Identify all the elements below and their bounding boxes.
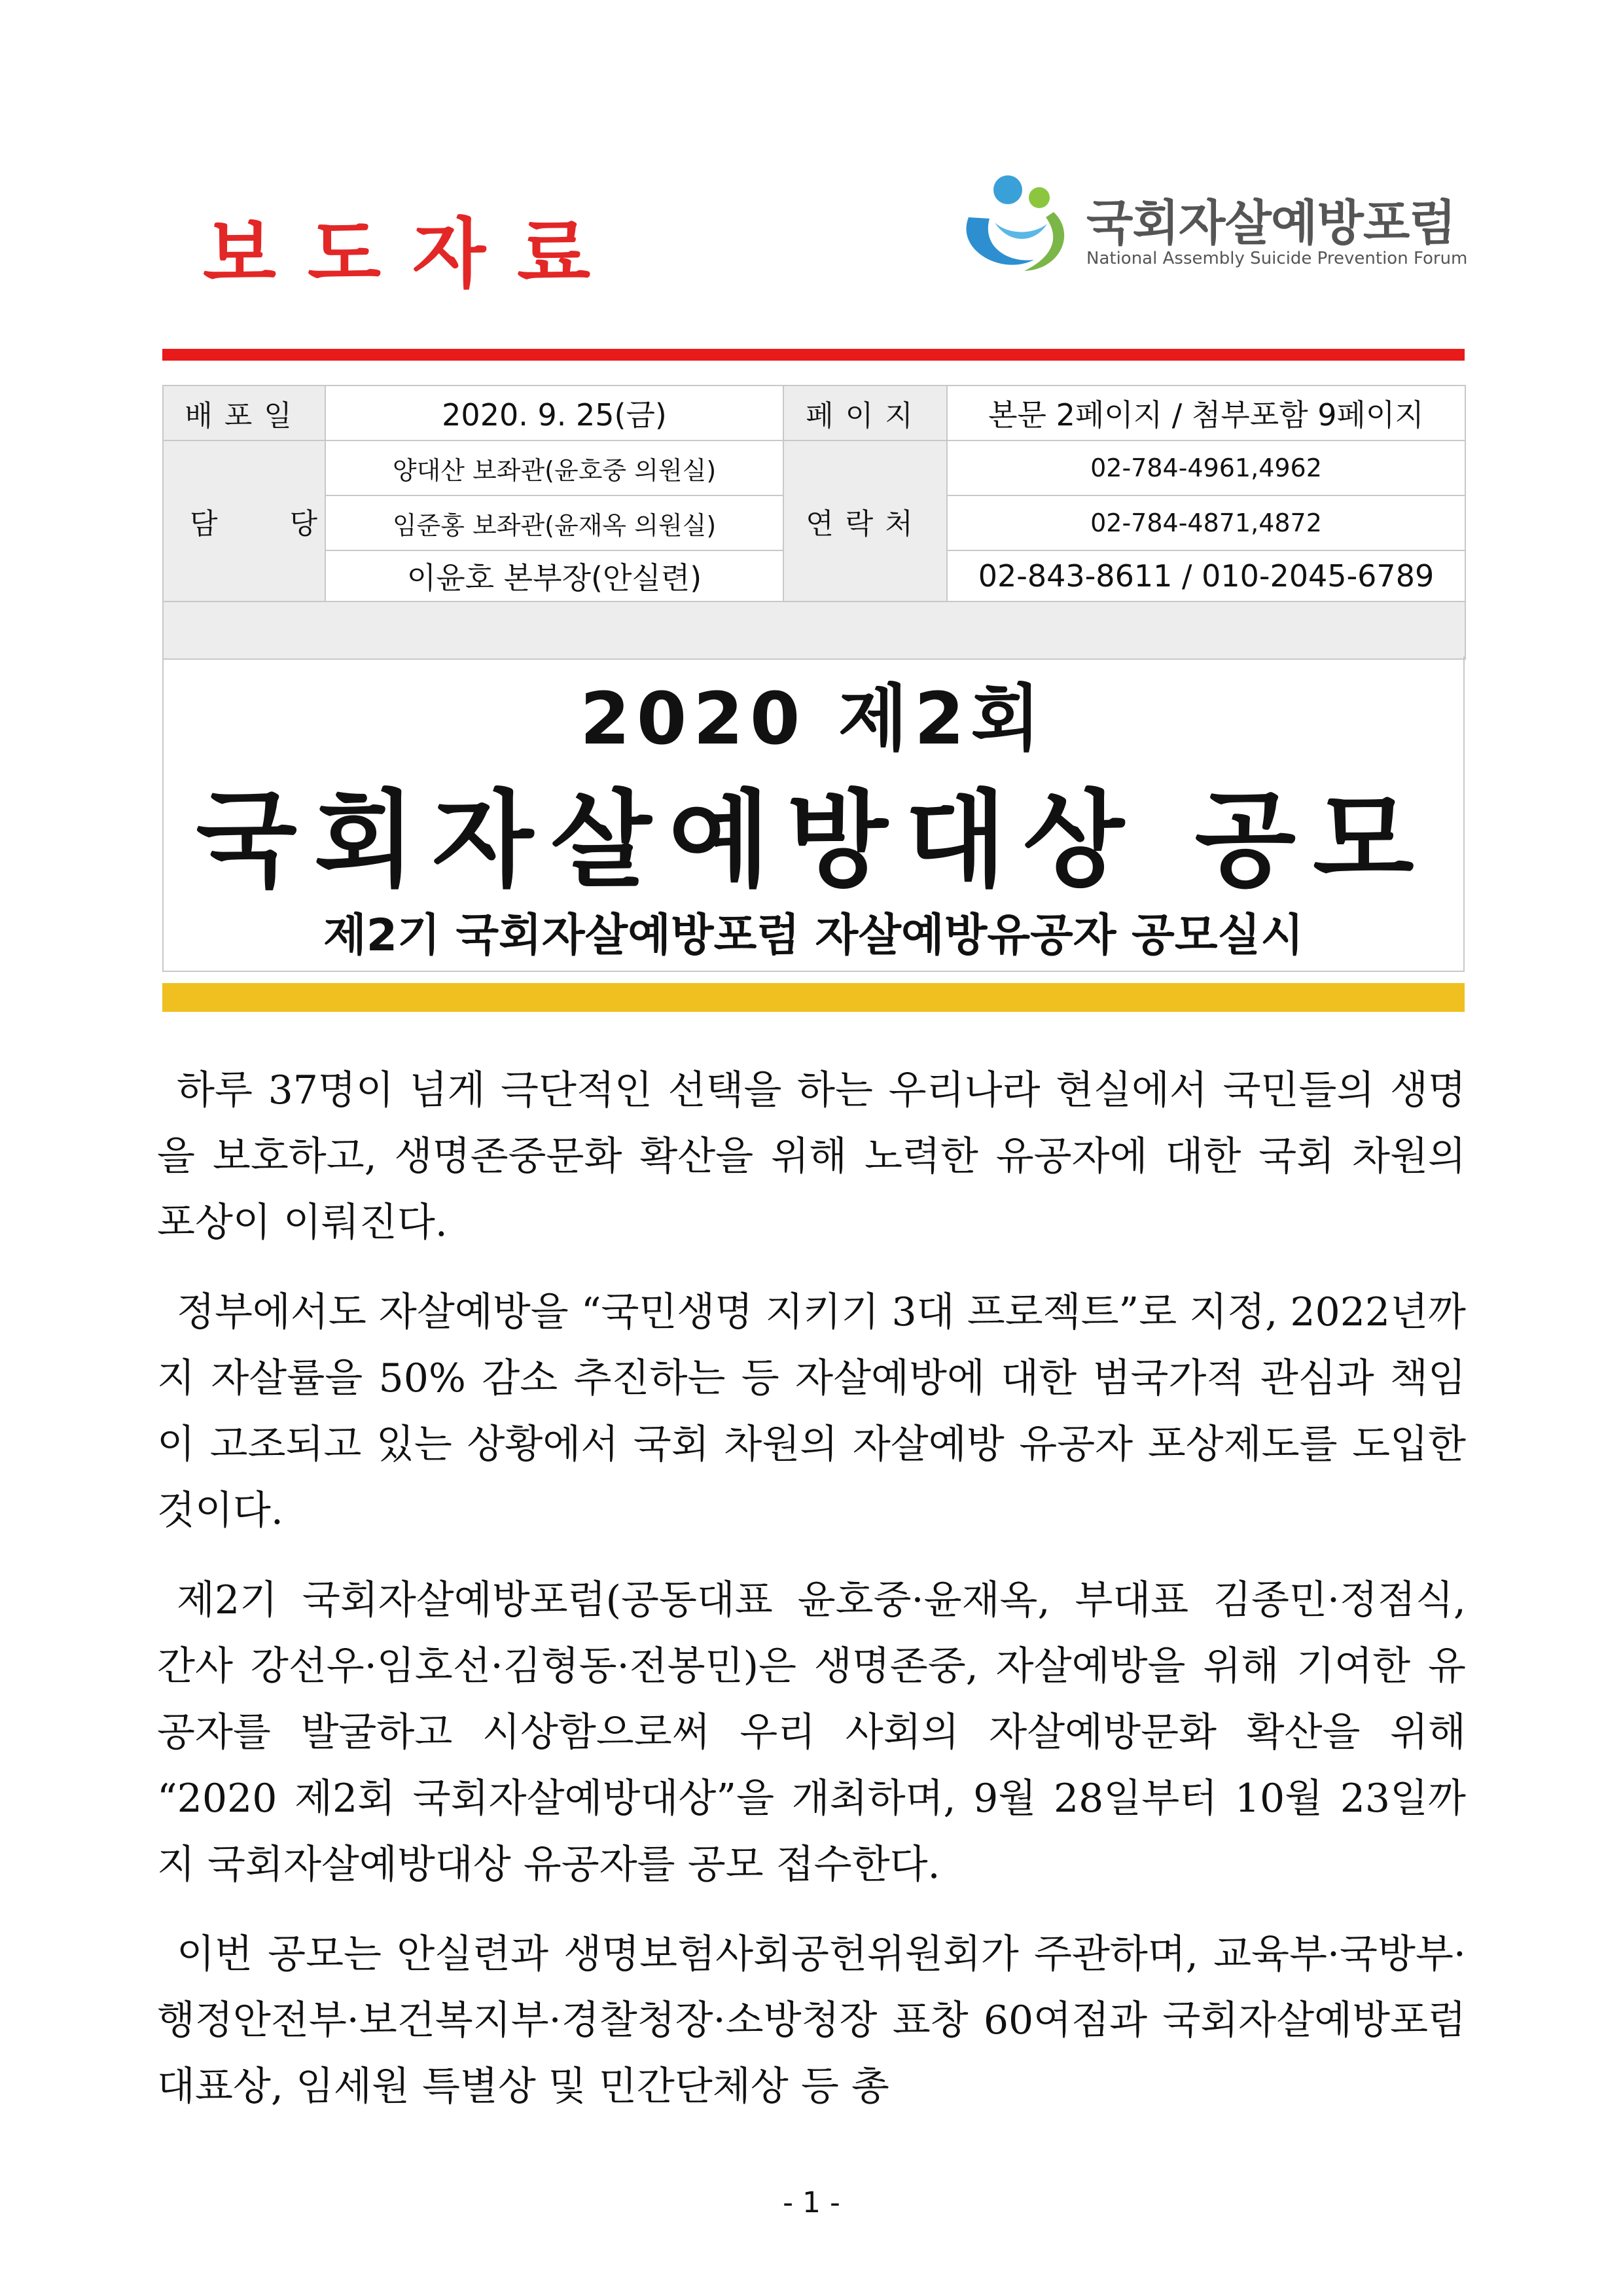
contact-phone-1: 02-784-4961,4962 — [947, 440, 1465, 495]
forum-logo-icon — [955, 171, 1080, 283]
headline-main: 국회자살예방대상 공모 — [196, 779, 1431, 901]
paragraph-1: 하루 37명이 넘게 극단적인 선택을 하는 우리나라 현실에서 국민들의 생명을 보호하고, 생명존중문화 확산을 위해 노력한 유공자에 대한 국회 차원의 포상이 이뤄진다. — [157, 1067, 1466, 1246]
contact-phone-2: 02-784-4871,4872 — [947, 495, 1465, 550]
contact-phone-3: 02-843-8611 / 010-2045-6789 — [947, 550, 1465, 601]
release-date-label: 배포일 — [163, 386, 325, 440]
headline-divider — [162, 983, 1465, 1012]
spacer-row — [163, 601, 1465, 659]
pages-value: 본문 2페이지 / 첨부포함 9페이지 — [947, 386, 1465, 440]
pages-label: 페이지 — [783, 386, 947, 440]
headline-subtitle: 제2기 국회자살예방포럼 자살예방유공자 공모실시 — [323, 910, 1304, 961]
forum-logo-english: National Assembly Suicide Prevention Forum — [1086, 249, 1468, 268]
article-body — [157, 1058, 1466, 2144]
paragraph-2: 정부에서도 자살예방을 “국민생명 지키기 3대 프로젝트”로 지정, 2022년까지 자살률을 50% 감소 추진하는 등 자살예방에 대한 범국가적 관심과 책임이 고조되고 있는 상황에서 국회 차원의 자살예방 유공자 포상제도를 도입한 것이다. — [157, 1289, 1466, 1534]
forum-logo-korean: 국회자살예방포럼 — [1086, 195, 1455, 251]
press-info-table — [162, 385, 1466, 660]
header-divider — [162, 349, 1465, 361]
contact-person-label: 담당 — [163, 440, 325, 601]
headline-year: 2020 제2회 — [580, 677, 1047, 761]
contact-phone-label: 연락처 — [783, 440, 947, 601]
contact-name-3: 이윤호 본부장(안실련) — [325, 550, 783, 601]
contact-name-2: 임준홍 보좌관(윤재옥 의원실) — [325, 495, 783, 550]
press-release-title: 보도자료 — [203, 210, 622, 298]
paragraph-4: 이번 공모는 안실련과 생명보험사회공헌위원회가 주관하며, 교육부·국방부·행정안전부·보건복지부·경찰청장·소방청장 표창 60여점과 국회자살예방포럼 대표상, 임세원 특별상 및 민간단체상 등 총 — [157, 1931, 1466, 2109]
page-number: - 1 - — [783, 2186, 840, 2219]
contact-name-1: 양대산 보좌관(윤호중 의원실) — [325, 440, 783, 495]
release-date-value: 2020. 9. 25(금) — [325, 386, 783, 440]
forum-logo — [955, 171, 1466, 283]
paragraph-3: 제2기 국회자살예방포럼(공동대표 윤호중·윤재옥, 부대표 김종민·정점식, 간사 강선우·임호선·김형동·전봉민)은 생명존중, 자살예방을 위해 기여한 유공자를 발굴하고 시상함으로써 우리 사회의 자살예방문화 확산을 위해 “2020 제2회 국회자살예방대상”을 개최하며, 9월 28일부터 10월 23일까지 국회자살예방대상 유공자를 공모 접수한다. — [157, 1577, 1466, 1888]
